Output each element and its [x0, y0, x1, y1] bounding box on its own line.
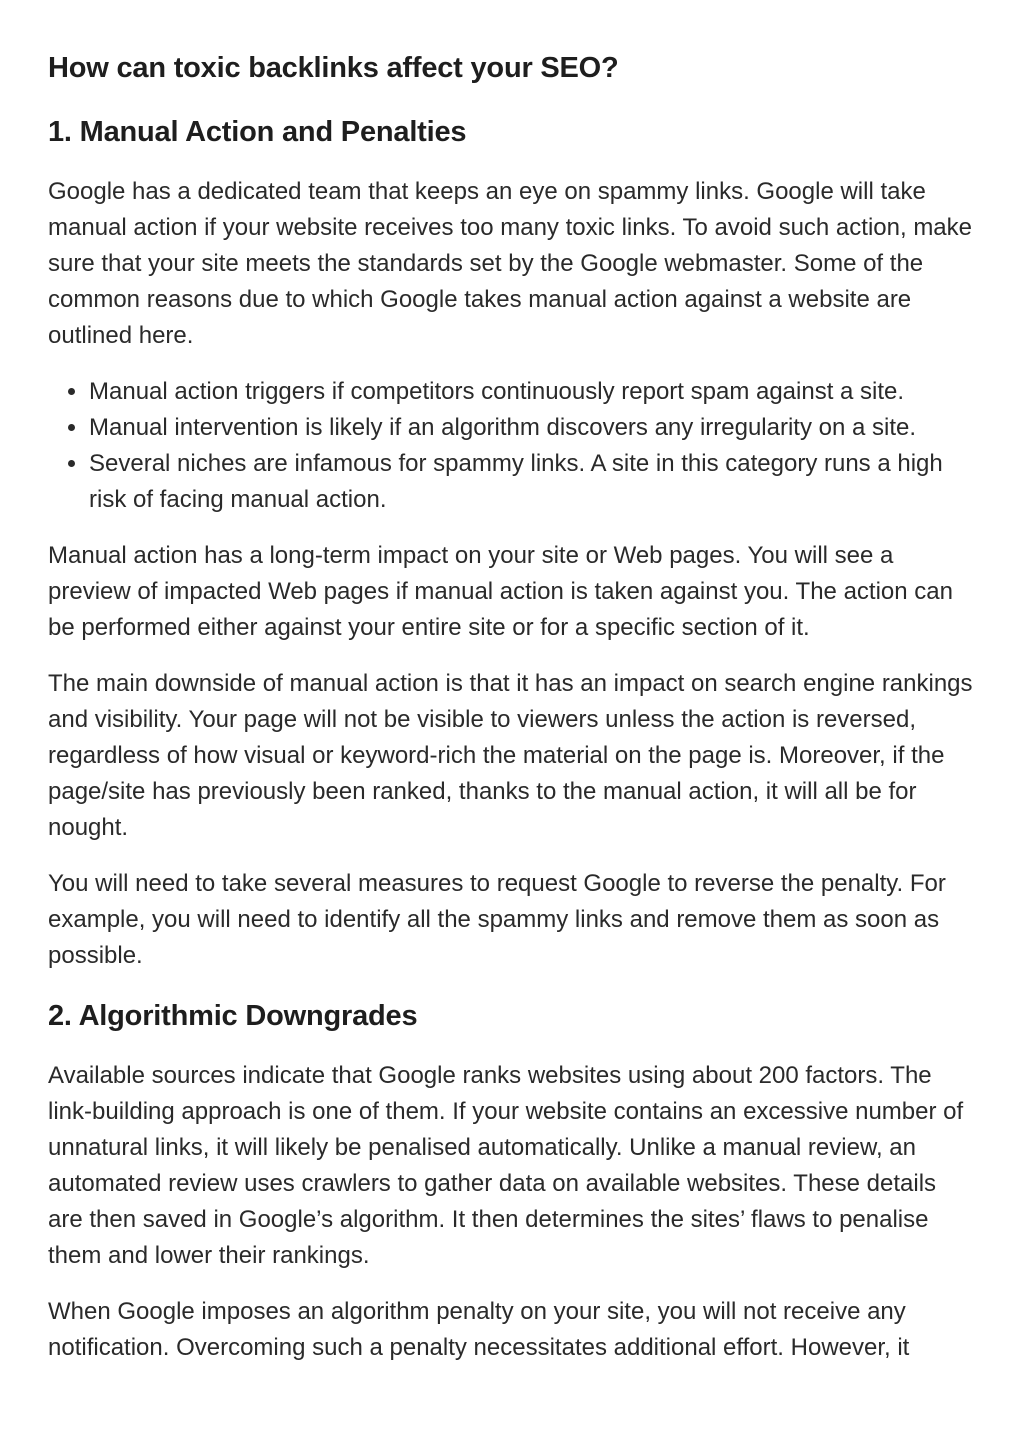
paragraph-long-term-impact: Manual action has a long-term impact on your site or Web pages. You will see a preview of impacted Web pages if manual action is taken against you. The action can be performed either against your entire site or for a specific section of it.: [48, 542, 953, 641]
paragraph-main-downside: The main downside of manual action is that it has an impact on search engine rankings and visibility. Your page will not be visible to viewers unless the action is reversed, regardless of how visual or keyword-rich the material on the page is. Moreover, if the page/site has previously been ranked, thanks to the manual action, it will all be for nought.: [48, 670, 973, 841]
paragraph-algorithm-penalty: When Google imposes an algorithm penalty on your site, you will not receive any notification. Overcoming such a penalty necessitates additional effort. However, it: [48, 1298, 910, 1361]
section-heading-algorithmic-downgrades: 2. Algorithmic Downgrades: [48, 1000, 418, 1032]
article-title: How can toxic backlinks affect your SEO?: [48, 52, 619, 84]
list-item: • Manual action triggers if competitors continuously report spam against a site.: [89, 374, 976, 410]
manual-action-reasons-list: [48, 374, 976, 518]
section-heading-manual-action: 1. Manual Action and Penalties: [48, 116, 467, 148]
paragraph-algorithm-factors: Available sources indicate that Google ranks websites using about 200 factors. The link-building approach is one of them. If your website contains an excessive number of unnatural links, it will likely be penalised automatically. Unlike a manual review, an automated review uses crawlers to gather data on available websites. These details are then saved in Google’s algorithm. It then determines the sites’ flaws to penalise them and lower their rankings.: [48, 1062, 964, 1269]
paragraph-manual-action-intro: Google has a dedicated team that keeps an eye on spammy links. Google will take manual action if your website receives too many toxic links. To avoid such action, make sure that your site meets the standards set by the Google webmaster. Some of the common reasons due to which Google takes manual action against a website are outlined here.: [48, 178, 972, 349]
list-item: • Manual intervention is likely if an algorithm discovers any irregularity on a site.: [89, 410, 976, 446]
list-item: • Several niches are infamous for spammy links. A site in this category runs a high risk of facing manual action.: [89, 446, 976, 518]
paragraph-reverse-penalty: You will need to take several measures to request Google to reverse the penalty. For example, you will need to identify all the spammy links and remove them as soon as possible.: [48, 870, 946, 969]
